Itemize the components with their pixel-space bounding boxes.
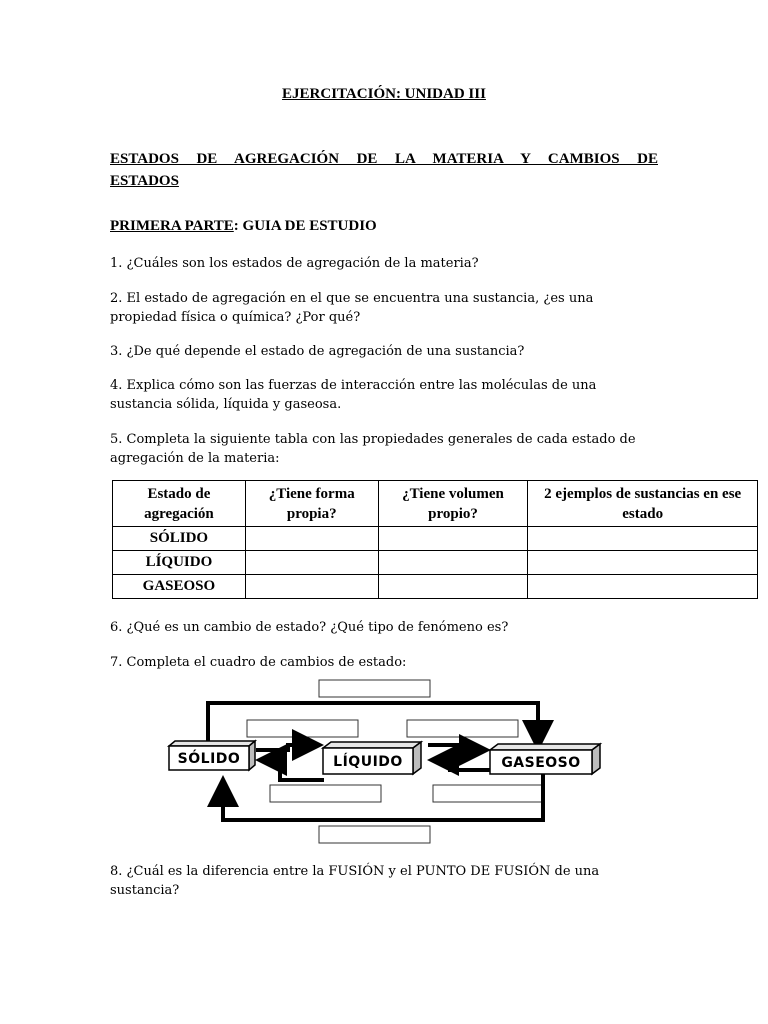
table-cell[interactable] xyxy=(378,527,528,551)
blank-upper-left[interactable] xyxy=(247,720,358,737)
question-4-line1: 4. Explica cómo son las fuerzas de interacción entre las moléculas de una xyxy=(110,378,597,393)
arrow-gas-to-liquid xyxy=(435,760,490,770)
arrow-liquid-to-solid xyxy=(263,760,324,780)
question-6: 6. ¿Qué es un cambio de estado? ¿Qué tipo de fenómeno es? xyxy=(110,620,509,635)
table-cell[interactable] xyxy=(528,575,758,599)
gas-box xyxy=(490,744,600,774)
question-8-line1: 8. ¿Cuál es la diferencia entre la FUSIÓN y el PUNTO DE FUSIÓN de una xyxy=(110,864,600,879)
row-label-solid: SÓLIDO xyxy=(113,527,246,551)
table-cell[interactable] xyxy=(245,575,378,599)
section-title-line1: ESTADOS DE AGREGACIÓN DE LA MATERIA Y CAMBIOS DE xyxy=(110,151,658,167)
page-title: EJERCITACIÓN: UNIDAD III xyxy=(282,86,486,102)
table-row xyxy=(113,575,758,599)
table-cell[interactable] xyxy=(528,551,758,575)
question-7: 7. Completa el cuadro de cambios de estado: xyxy=(110,655,407,670)
section-title-line2: ESTADOS xyxy=(110,173,179,189)
header-state: Estado de agregación xyxy=(113,481,246,527)
blank-upper-right[interactable] xyxy=(407,720,518,737)
header-examples: 2 ejemplos de sustancias en ese estado xyxy=(528,481,758,527)
part-rest: : GUIA DE ESTUDIO xyxy=(233,218,377,234)
table-row xyxy=(113,551,758,575)
question-8-line2: sustancia? xyxy=(110,883,180,898)
blank-lower-left[interactable] xyxy=(270,785,381,802)
liquid-box xyxy=(323,742,421,774)
blank-top[interactable] xyxy=(319,680,430,697)
states-table xyxy=(112,480,758,599)
gas-label: GASEOSO xyxy=(501,755,581,771)
table-header-row xyxy=(113,481,758,527)
blank-lower-right[interactable] xyxy=(433,785,544,802)
state-changes-diagram xyxy=(160,672,610,852)
solid-label: SÓLIDO xyxy=(177,751,241,767)
question-3: 3. ¿De qué depende el estado de agregación de una sustancia? xyxy=(110,344,525,359)
row-label-gas: GASEOSO xyxy=(113,575,246,599)
question-5 xyxy=(110,430,670,468)
arrow-liquid-to-gas xyxy=(428,745,483,750)
row-label-liquid: LÍQUIDO xyxy=(113,551,246,575)
header-volume: ¿Tiene volumen propio? xyxy=(378,481,528,527)
part-heading xyxy=(110,218,377,235)
table-cell[interactable] xyxy=(245,527,378,551)
arrow-solid-to-liquid xyxy=(256,745,316,750)
liquid-label: LÍQUIDO xyxy=(333,754,403,770)
question-4-line2: sustancia sólida, líquida y gaseosa. xyxy=(110,397,342,412)
solid-box xyxy=(169,741,255,770)
header-shape: ¿Tiene forma propia? xyxy=(245,481,378,527)
table-row xyxy=(113,527,758,551)
question-4 xyxy=(110,376,670,414)
question-5-line2: agregación de la materia: xyxy=(110,451,280,466)
table-cell[interactable] xyxy=(378,551,528,575)
question-5-line1: 5. Completa la siguiente tabla con las propiedades generales de cada estado de xyxy=(110,432,636,447)
part-label: PRIMERA PARTE xyxy=(110,218,234,234)
table-cell[interactable] xyxy=(378,575,528,599)
question-2 xyxy=(110,289,670,327)
table-cell[interactable] xyxy=(528,527,758,551)
question-1: 1. ¿Cuáles son los estados de agregación de la materia? xyxy=(110,256,479,271)
blank-bottom[interactable] xyxy=(319,826,430,843)
question-2-line1: 2. El estado de agregación en el que se encuentra una sustancia, ¿es una xyxy=(110,291,594,306)
question-2-line2: propiedad física o química? ¿Por qué? xyxy=(110,310,361,325)
section-title xyxy=(110,148,658,192)
table-cell[interactable] xyxy=(245,551,378,575)
question-8 xyxy=(110,862,670,900)
